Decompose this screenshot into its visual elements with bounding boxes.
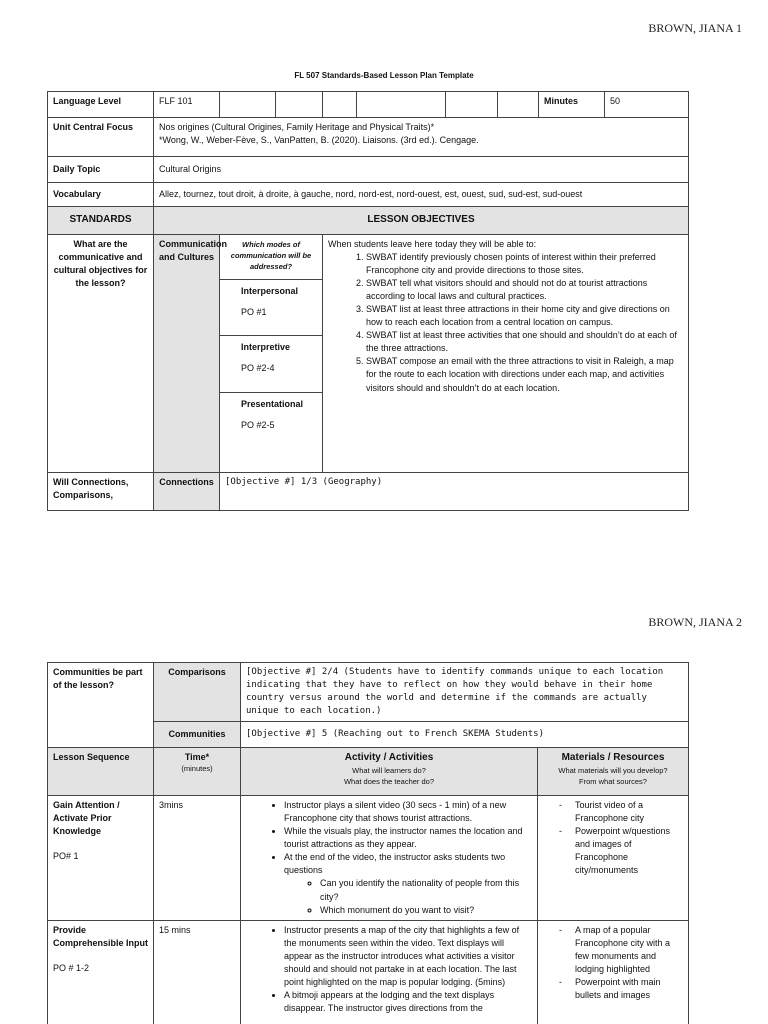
material-item: - Powerpoint with main bullets and images [575, 976, 683, 1002]
step-materials [538, 920, 689, 1024]
modes-question: Which modes of communication will be addressed? [220, 235, 322, 280]
vocabulary-value: Allez, tournez, tout droit, à droite, à gauche, nord, nord-est, nord-ouest, est, ouest, sud, sud-est, sud-ouest [154, 183, 689, 207]
question-item: ◦ Which monument do you want to visit? [320, 904, 532, 917]
lesson-sequence-header: Lesson Sequence [48, 748, 154, 796]
mode-interpretive [220, 336, 322, 393]
materials-list [543, 799, 683, 877]
materials-header-sub2: From what sources? [579, 776, 647, 786]
modes-cell [220, 235, 323, 473]
time-header [154, 748, 241, 796]
activity-list [246, 799, 532, 916]
step-title: Gain Attention / Activate Prior Knowledge [53, 800, 120, 837]
unit-focus-citation: *Wong, W., Weber-Fève, S., VanPatten, B. (2020). Liaisons. (3rd ed.). Cengage. [159, 135, 479, 146]
step-time: 15 mins [154, 920, 241, 1024]
question-item: ◦ Can you identify the nationality of people from this city? [320, 877, 532, 903]
objective-item: 4. SWBAT list at least three activities that one should and shouldn’t do at each of the three attractions. [366, 329, 683, 355]
daily-topic-value: Cultural Origins [154, 157, 689, 183]
lesson-plan-table-1 [47, 91, 689, 511]
page-header-name: BROWN, JIANA 2 [648, 615, 742, 629]
activity-header-sub1: What will learners do? [352, 765, 426, 775]
comparisons-value: [Objective #] 2/4 (Students have to identify commands unique to each location indicating that they have to reflect on how they would behave in their home country versus around the world and determine if the commands are actually unique to each location.) [241, 663, 689, 722]
activity-list [246, 924, 532, 1015]
material-item: - Tourist video of a Francophone city [575, 799, 683, 825]
lesson-plan-table-2 [47, 662, 689, 1024]
objective-item: 5. SWBAT compose an email with the three attractions to visit in Raleigh, a map for the route to each location with directions under each map, and activities visitors should and shouldn’t do at each location. [366, 355, 683, 394]
vocabulary-label: Vocabulary [48, 183, 154, 207]
document-title: FL 507 Standards-Based Lesson Plan Template [294, 71, 474, 80]
daily-topic-label: Daily Topic [48, 157, 154, 183]
step-materials [538, 796, 689, 920]
step-po: PO# 1 [53, 851, 79, 862]
materials-list [543, 924, 683, 1002]
objective-item: 2. SWBAT tell what visitors should and should not do at tourist attractions according to local laws and cultural practices. [366, 277, 683, 303]
objectives-list [328, 251, 683, 395]
unit-focus-line-1: Nos origines (Cultural Origines, Family Heritage and Physical Traits)* [159, 122, 435, 132]
step-gain-attention [48, 796, 154, 920]
communities-label: Communities [154, 722, 241, 748]
activity-header [241, 748, 538, 796]
page-header-name: BROWN, JIANA 1 [648, 21, 742, 35]
step-time: 3mins [154, 796, 241, 920]
activity-item [284, 851, 532, 916]
will-connections-label: Will Connections, Comparisons, [48, 473, 154, 511]
mode-po: PO #2-4 [241, 362, 275, 373]
connections-label: Connections [154, 473, 220, 511]
objectives-list-cell [323, 235, 689, 473]
page-2 [0, 585, 768, 1024]
objective-item: 1. SWBAT identify previously chosen points of interest within their preferred Francophone city and provide directions to those sites. [366, 251, 683, 277]
activity-header-label: Activity / Activities [344, 752, 434, 764]
material-item: - Powerpoint w/questions and images of Francophone city/monuments [575, 825, 683, 877]
mode-name: Interpersonal [241, 285, 299, 296]
unit-focus-value [154, 118, 689, 157]
activity-item: • While the visuals play, the instructor names the location and tourist attractions as they appear. [284, 825, 532, 851]
step-comprehensible-input [48, 920, 154, 1024]
objective-item: 3. SWBAT list at least three attractions in their home city and give directions on how to reach each location from a central location on campus. [366, 303, 683, 329]
step-po: PO # 1-2 [53, 962, 90, 973]
mode-presentational [220, 393, 322, 449]
communication-cultures-label: Communication and Cultures [154, 235, 220, 473]
activity-item-text: At the end of the video, the instructor asks students two questions [284, 852, 506, 876]
language-level-label: Language Level [48, 92, 154, 118]
time-header-sub: (minutes) [181, 764, 213, 774]
question-list [284, 877, 532, 916]
time-header-label: Time* [184, 752, 210, 763]
mode-po: PO #1 [241, 306, 267, 317]
minutes-label: Minutes [539, 92, 605, 118]
step-activities [241, 796, 538, 920]
connections-value: [Objective #] 1/3 (Geography) [220, 473, 689, 511]
materials-header-label: Materials / Resources [561, 752, 665, 764]
language-level-value: FLF 101 [154, 92, 220, 118]
mode-po: PO #2-5 [241, 419, 275, 430]
materials-header [538, 748, 689, 796]
step-title: Provide Comprehensible Input [53, 924, 149, 948]
activity-item: • A bitmoji appears at the lodging and the text displays disappear. The instructor gives directions from the [284, 989, 532, 1015]
mode-name: Interpretive [241, 341, 291, 352]
activity-item: • Instructor plays a silent video (30 secs - 1 min) of a new Francophone city that shows tourist attractions. [284, 799, 532, 825]
minutes-value: 50 [605, 92, 689, 118]
activity-header-sub2: What does the teacher do? [343, 776, 435, 786]
activity-item: • Instructor presents a map of the city that highlights a few of the monuments seen within the video. Text displays will appear as the instructor introduces what activities a visitor should and should not partake in at each location. The last point highlighted on the map is popular lodging. (5mins) [284, 924, 532, 989]
objectives-intro: When students leave here today they will be able to: [328, 239, 537, 249]
materials-header-sub1: What materials will you develop? [558, 765, 668, 775]
page-break [0, 568, 768, 586]
step-activities [241, 920, 538, 1024]
material-item: - A map of a popular Francophone city with a few monuments and lodging highlighted [575, 924, 683, 976]
mode-interpersonal [220, 280, 322, 336]
standards-header: STANDARDS [48, 207, 154, 235]
communities-be-label: Communities be part of the lesson? [48, 663, 154, 748]
unit-focus-label: Unit Central Focus [48, 118, 154, 157]
comparisons-label: Comparisons [154, 663, 241, 722]
mode-name: Presentational [241, 398, 304, 409]
objectives-header: LESSON OBJECTIVES [154, 207, 689, 235]
objectives-question: What are the communicative and cultural objectives for the lesson? [48, 235, 154, 473]
communities-value: [Objective #] 5 (Reaching out to French SKEMA Students) [241, 722, 689, 748]
